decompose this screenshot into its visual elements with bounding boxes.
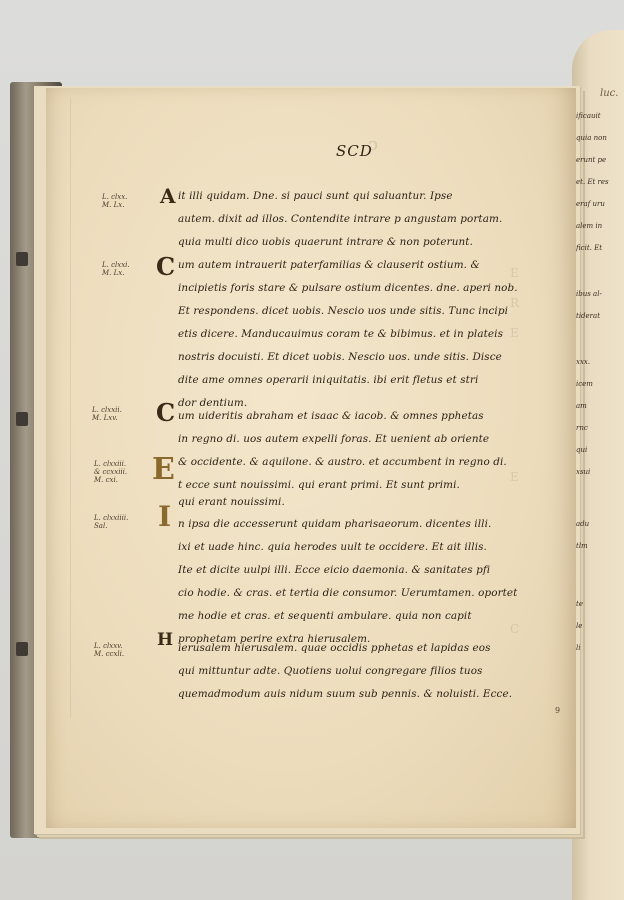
initial-letter: A bbox=[160, 184, 176, 208]
text-line: n ipsa die accesserunt quidam pharisaeorum. dicentes illi. bbox=[178, 518, 492, 530]
text-line: in regno di. uos autem expelli foras. Et uenient ab oriente bbox=[178, 433, 490, 445]
text-line: dite ame omnes operarii iniquitatis. ibi erit fletus et stri bbox=[178, 374, 479, 386]
initial-letter: E bbox=[152, 452, 175, 487]
text-line: nostris docuisti. Et dicet uobis. Nescio uos. unde sitis. Disce bbox=[178, 351, 502, 363]
text-line: me hodie et cras. et sequenti ambulare. quia non capit bbox=[178, 610, 472, 622]
opposite-text-line: te bbox=[576, 600, 583, 608]
text-line: etis dicere. Manducauimus coram te & bibimus. et in plateis bbox=[178, 328, 504, 340]
text-line: cio hodie. & cras. et tertia die consumor. Uerumtamen. oportet bbox=[178, 587, 518, 599]
initial-letter: C bbox=[156, 252, 176, 281]
opposite-text-line: qui bbox=[576, 446, 588, 454]
margin-note: L. clxxv. M. ccxli. bbox=[94, 642, 125, 658]
opposite-text-line: erunt pe bbox=[576, 156, 607, 164]
initial-letter: H bbox=[157, 630, 174, 650]
text-line: um autem intrauerit paterfamilias & clauserit ostium. & bbox=[178, 259, 480, 271]
opposite-text-line: icem bbox=[576, 380, 593, 388]
text-line: Ite et dicite uulpi illi. Ecce eicio daemonia. & sanitates pfi bbox=[178, 564, 491, 576]
initial-letter: C bbox=[156, 398, 176, 427]
show-through-mark: ↄ bbox=[368, 134, 379, 155]
opposite-text-line: quia non bbox=[576, 134, 607, 142]
opposite-text-line: eraf uru bbox=[576, 200, 605, 208]
margin-note: L. clxxi. M. Lx. bbox=[102, 261, 130, 277]
show-through-mark: E bbox=[510, 470, 519, 484]
text-line: qui mittuntur adte. Quotiens uolui congregare filios tuos bbox=[178, 665, 483, 677]
show-through-mark: C bbox=[510, 622, 520, 636]
opposite-text-line: ficit. Et bbox=[576, 244, 603, 252]
opposite-text-line: tlm bbox=[576, 542, 588, 550]
text-line: prophetam perire extra hierusalem. bbox=[178, 633, 371, 645]
margin-note: L. clxxii. M. Lxv. bbox=[92, 406, 122, 422]
opposite-page-header: luc. bbox=[600, 88, 619, 99]
page-header: SCD bbox=[336, 142, 373, 160]
text-line: it illi quidam. Dne. si pauci sunt qui saluantur. Ipse bbox=[178, 190, 453, 202]
opposite-text-line: xxx. bbox=[576, 358, 591, 366]
clasp bbox=[16, 252, 28, 266]
margin-note: L. clxxiii. & ccxxiii. M. cxi. bbox=[94, 460, 128, 484]
opposite-text-line: ificauit bbox=[576, 112, 601, 120]
opposite-text-line: xsui bbox=[576, 468, 591, 476]
margin-note: L. clxxiiii. Sal. bbox=[94, 514, 129, 530]
folio-mark: 9 bbox=[555, 706, 561, 715]
text-line: quia multi dico uobis quaerunt intrare & non poterunt. bbox=[178, 236, 473, 248]
text-line: qui erant nouissimi. bbox=[178, 496, 285, 508]
opposite-text-line: ibus al- bbox=[576, 290, 602, 298]
show-through-mark: E bbox=[510, 266, 519, 280]
opposite-text-line: li bbox=[576, 644, 581, 652]
text-line: & occidente. & aquilone. & austro. et accumbent in regno di. bbox=[178, 456, 507, 468]
text-line: ixi et uade hinc. quia herodes uult te occidere. Et ait illis. bbox=[178, 541, 487, 553]
text-line: ierusalem hierusalem. quae occidis pphetas et lapidas eos bbox=[178, 642, 491, 654]
clasp bbox=[16, 642, 28, 656]
text-line: quemadmodum auis nidum suum sub pennis. & noluisti. Ecce. bbox=[178, 688, 513, 700]
initial-letter: I bbox=[158, 500, 172, 533]
margin-note: L. clxx. M. Lx. bbox=[102, 193, 128, 209]
text-line: Et respondens. dicet uobis. Nescio uos unde sitis. Tunc incipi bbox=[178, 305, 509, 317]
opposite-text-line: rnc bbox=[576, 424, 588, 432]
opposite-text-line: alem in bbox=[576, 222, 603, 230]
opposite-text-line: adu bbox=[576, 520, 590, 528]
text-line: incipietis foris stare & pulsare ostium dicentes. dne. aperi nob. bbox=[178, 282, 518, 294]
ruling-line bbox=[70, 98, 71, 718]
opposite-text-line: tiderat bbox=[576, 312, 601, 320]
opposite-text-line: et. Et res bbox=[576, 178, 609, 186]
text-line: t ecce sunt nouissimi. qui erant primi. Et sunt primi. bbox=[178, 479, 460, 491]
show-through-mark: E bbox=[510, 326, 519, 340]
clasp bbox=[16, 412, 28, 426]
show-through-mark: R bbox=[510, 296, 520, 310]
opposite-text-line: le bbox=[576, 622, 583, 630]
opposite-text-line: am bbox=[576, 402, 587, 410]
text-line: um uideritis abraham et isaac & iacob. & omnes pphetas bbox=[178, 410, 484, 422]
text-line: dor dentium. bbox=[178, 397, 248, 409]
text-line: autem. dixit ad illos. Contendite intrare p angustam portam. bbox=[178, 213, 503, 225]
